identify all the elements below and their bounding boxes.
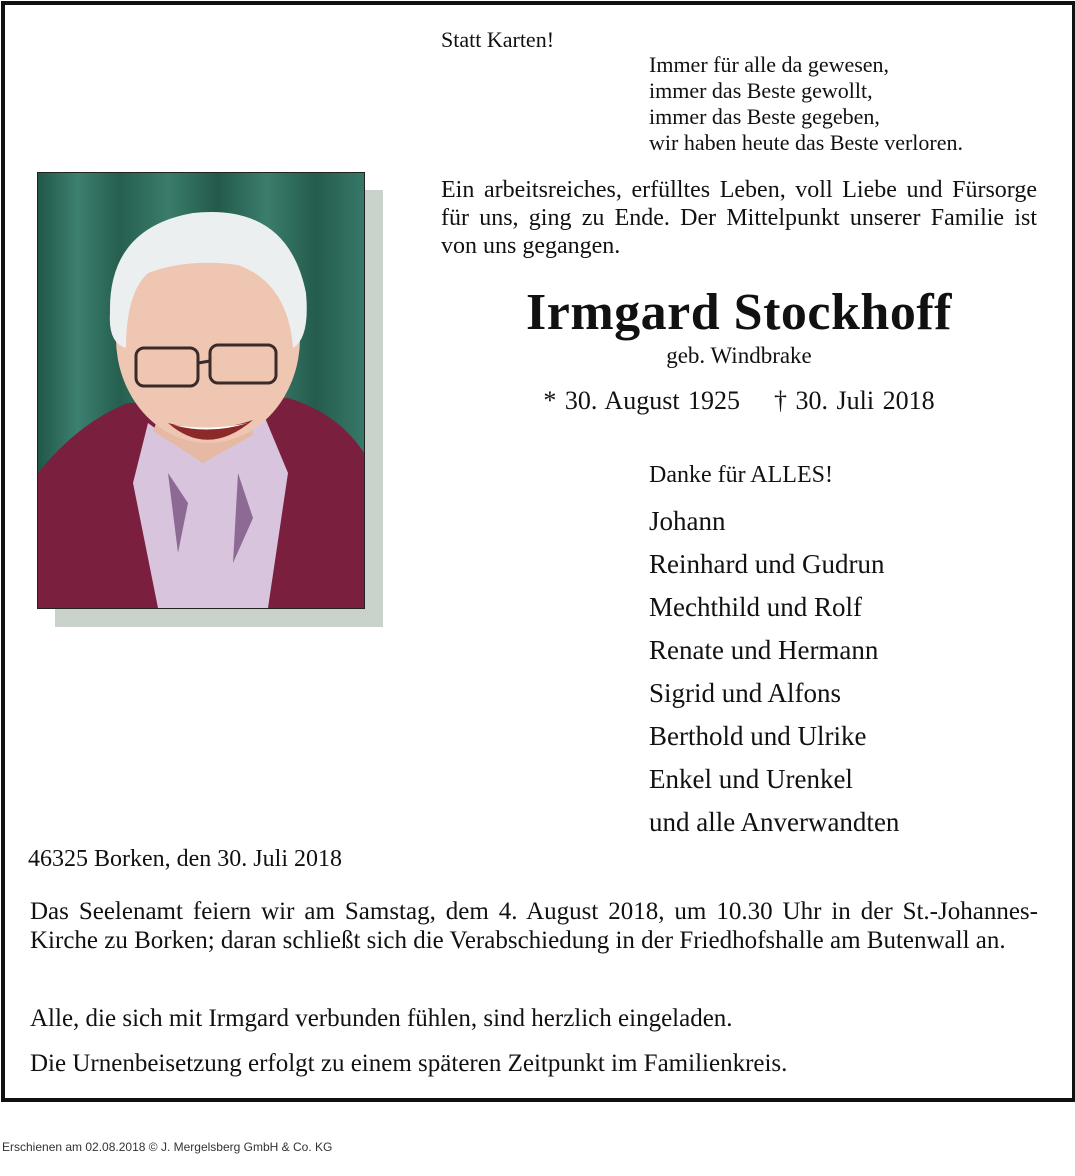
poem-line: immer das Beste gewollt,: [649, 78, 873, 103]
thanks-line: Danke für ALLES!: [649, 462, 833, 488]
family-member: Johann: [649, 506, 726, 536]
place-date: 46325 Borken, den 30. Juli 2018: [28, 846, 342, 872]
poem-line: immer das Beste gegeben,: [649, 104, 880, 129]
family-member: Sigrid und Alfons: [649, 678, 842, 708]
deceased-name: Irmgard Stockhoff: [526, 284, 952, 341]
poem: [649, 52, 963, 156]
portrait-photo: [37, 172, 365, 609]
family-list: [649, 500, 899, 844]
family-member: Enkel und Urenkel: [649, 764, 853, 794]
family-member: Renate und Hermann: [649, 635, 879, 665]
death-date: † 30. Juli 2018: [774, 386, 935, 415]
family-member: Berthold und Ulrike: [649, 721, 867, 751]
invitation-text: Alle, die sich mit Irmgard verbunden fühlen, sind herzlich eingeladen.: [30, 1005, 733, 1032]
poem-line: Immer für alle da gewesen,: [649, 52, 890, 77]
intro-heading: Statt Karten!: [441, 27, 555, 52]
publication-credit: Erschienen am 02.08.2018 © J. Mergelsberg GmbH & Co. KG: [2, 1140, 333, 1154]
poem-line: wir haben heute das Beste verloren.: [649, 130, 963, 155]
birth-date: * 30. August 1925: [543, 386, 741, 415]
family-member: Reinhard und Gudrun: [649, 549, 885, 579]
portrait-illustration: [38, 173, 364, 608]
lead-paragraph: Ein arbeitsreiches, erfülltes Leben, voll Liebe und Fürsorge für uns, ging zu Ende. Der Mittelpunkt unserer Familie ist von uns gegangen.: [441, 177, 1037, 259]
urn-burial-text: Die Urnenbeisetzung erfolgt zu einem späteren Zeitpunkt im Familienkreis.: [30, 1050, 788, 1077]
life-dates: [441, 386, 1037, 416]
maiden-name: geb. Windbrake: [666, 343, 812, 368]
service-paragraph: Das Seelenamt feiern wir am Samstag, dem 4. August 2018, um 10.30 Uhr in der St.-Johannes-Kirche zu Borken; daran schließt sich die Verabschiedung in der Friedhofshalle am Butenwall an.: [30, 898, 1038, 954]
family-member: Mechthild und Rolf: [649, 592, 862, 622]
family-member: und alle Anverwandten: [649, 807, 900, 837]
